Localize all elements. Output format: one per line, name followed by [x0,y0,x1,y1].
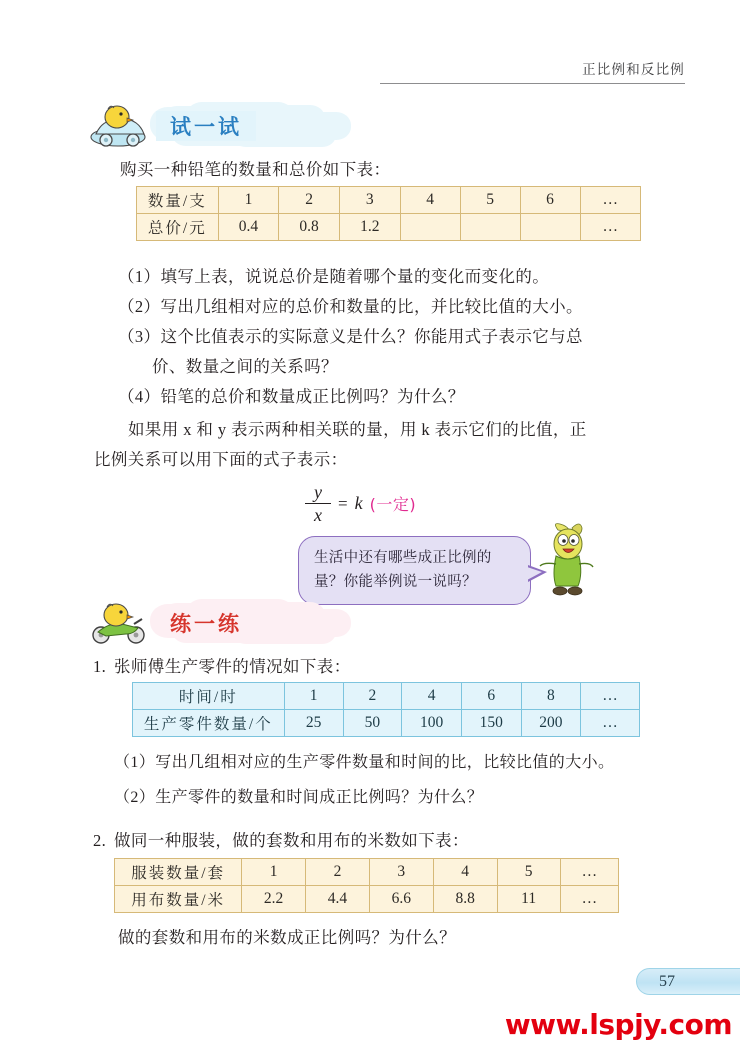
cell: 1 [242,859,306,886]
table-row [137,187,641,214]
running-head [380,58,685,84]
fraction-numerator: y [314,482,322,502]
cell-blank[interactable] [400,214,460,241]
cell: … [581,710,640,737]
practice-item-1-number: 1. [93,657,107,676]
section-label-try: 试一试 [156,111,256,141]
corn-character-icon [538,520,594,598]
fraction-denominator: x [314,505,322,526]
cell: 4 [433,859,497,886]
cell: 5 [460,187,520,214]
fraction-y-over-x [305,483,331,524]
formula-k: k [354,493,363,514]
row-header: 生产零件数量/个 [133,710,285,737]
watermark: www.lspjy.com [504,1008,732,1041]
section-label-practice: 练一练 [170,612,242,636]
try-question-4: （4）铅笔的总价和数量成正比例吗？为什么？ [118,387,465,406]
table-row [115,886,619,913]
bubble-line-1: 生活中还有哪些成正比例的 [314,550,492,566]
cell: 1 [218,187,279,214]
explain-line-2: 比例关系可以用下面的式子表示： [94,450,348,469]
table-row [133,683,640,710]
cell: 6 [520,187,580,214]
cell-blank[interactable] [460,214,520,241]
try-question-3-cont: 价、数量之间的关系吗？ [152,357,338,376]
cell: 150 [461,710,521,737]
clothing-fabric-table [114,858,619,913]
section-banner-try [88,103,328,149]
cell: … [560,859,618,886]
chick-in-car-icon [88,103,152,149]
cell: 1.2 [339,214,400,241]
cell: 0.8 [279,214,340,241]
section-banner-practice [88,600,328,646]
table-row [115,859,619,886]
try-question-2: （2）写出几组相对应的总价和数量的比，并比较比值的大小。 [118,297,583,316]
cell: 100 [402,710,462,737]
cell: 4.4 [306,886,370,913]
explain-line-1: 如果用 x 和 y 表示两种相关联的量，用 k 表示它们的比值，正 [128,420,587,439]
cell-blank[interactable] [520,214,580,241]
cell: 4 [400,187,460,214]
cell: 25 [284,710,343,737]
try-question-1: （1）填写上表，说说总价是随着哪个量的变化而变化的。 [118,267,550,286]
practice-item-2-stem: 做同一种服装，做的套数和用布的米数如下表： [114,831,469,850]
row-header: 总价/元 [137,214,219,241]
cell: 2.2 [242,886,306,913]
proportion-formula [305,483,416,524]
cell: 4 [402,683,462,710]
cell: 50 [343,710,402,737]
practice-item-1-question-1: （1）写出几组相对应的生产零件数量和时间的比，比较比值的大小。 [114,754,615,771]
table-row [133,710,640,737]
running-head-title: 正比例和反比例 [582,62,685,77]
practice-item-2-closing: 做的套数和用布的米数成正比例吗？为什么？ [118,928,456,947]
cell: 1 [284,683,343,710]
practice-item-2-number: 2. [93,831,107,850]
cell: 8.8 [433,886,497,913]
cell: 0.4 [218,214,279,241]
page-number-badge [636,968,740,995]
row-header: 时间/时 [133,683,285,710]
cell: 200 [521,710,581,737]
row-header: 服装数量/套 [115,859,242,886]
practice-item-1-question-2: （2）生产零件的数量和时间成正比例吗？为什么？ [114,789,484,806]
table-row [137,214,641,241]
cell: … [581,683,640,710]
try-question-3: （3）这个比值表示的实际意义是什么？你能用式子表示它与总 [118,327,583,346]
cell: … [580,214,640,241]
cell: 8 [521,683,581,710]
cell: 2 [343,683,402,710]
parts-production-table [132,682,640,737]
equals-sign: = [338,493,348,513]
pencil-price-table [136,186,641,241]
formula-note: (一定) [369,495,417,515]
cell: 2 [306,859,370,886]
cell: 3 [369,859,433,886]
try-intro-text: 购买一种铅笔的数量和总价如下表： [120,160,391,179]
cell: 5 [497,859,560,886]
chick-on-motorbike-icon [88,600,152,646]
cell: 3 [339,187,400,214]
speech-bubble [298,536,531,605]
cell: 2 [279,187,340,214]
practice-item-1-stem: 张师傅生产零件的情况如下表： [114,657,351,676]
cell: … [580,187,640,214]
row-header: 用布数量/米 [115,886,242,913]
page-number: 57 [659,973,675,990]
cell: 6 [461,683,521,710]
cell: 6.6 [369,886,433,913]
cell: … [560,886,618,913]
row-header: 数量/支 [137,187,219,214]
cell: 11 [497,886,560,913]
bubble-line-2: 量？你能举例说一说吗？ [314,574,477,590]
